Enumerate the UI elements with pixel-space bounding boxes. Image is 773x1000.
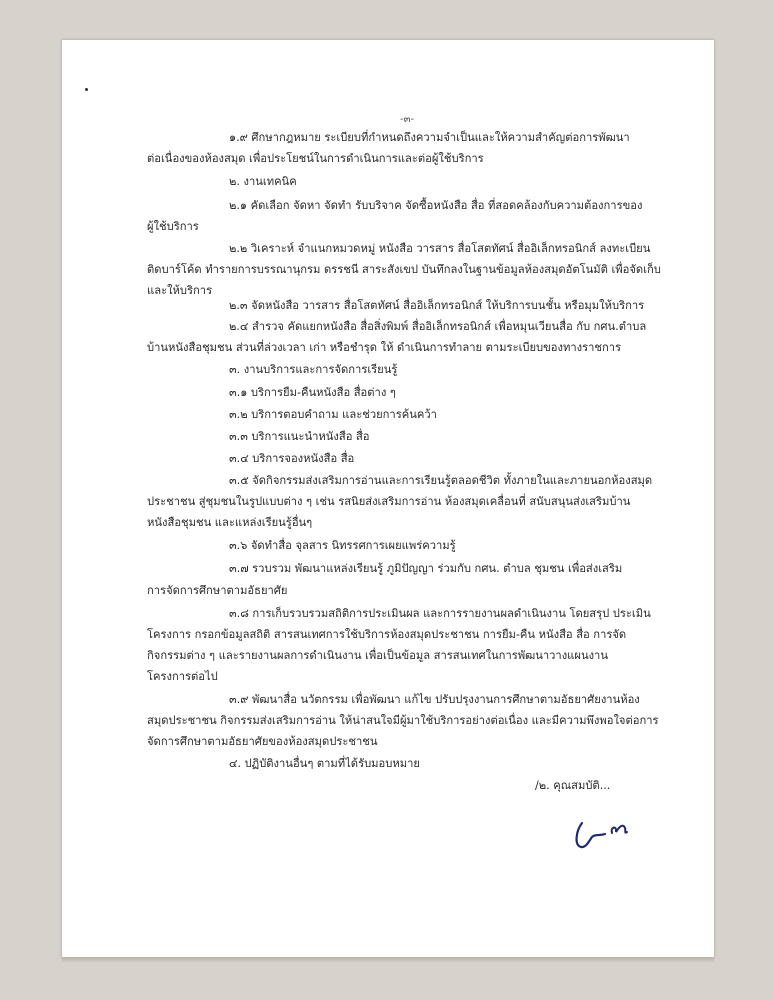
line-3-6: ๓.๖ จัดทำสื่อ จุลสาร นิทรรศการเผยแพร่ความรู้ [229, 539, 456, 552]
line-1-9: ๑.๙ ศึกษากฎหมาย ระเบียบที่กำหนดถึงความจำเป็นและให้ความสำคัญต่อการพัฒนา [229, 131, 630, 144]
section-4-heading: ๔. ปฏิบัติงานอื่นๆ ตามที่ได้รับมอบหมาย [229, 757, 420, 770]
line-1-9-cont: ต่อเนื่องของห้องสมุด เพื่อประโยชน์ในการดำเนินการและต่อผู้ใช้บริการ [147, 152, 484, 165]
signature-stroke-2 [612, 826, 627, 833]
continuation-note: /๒. คุณสมบัติ... [535, 779, 611, 792]
line-3-3: ๓.๓ บริการแนะนำหนังสือ สื่อ [229, 430, 370, 443]
line-3-8-cont-1: โครงการ กรอกข้อมูลสถิติ สารสนเทศการใช้บริการห้องสมุดประชาชน การยืม-คืน หนังสือ สื่อ การจัด [147, 628, 627, 641]
line-2-2: ๒.๒ วิเคราะห์ จำแนกหมวดหมู่ หนังสือ วารสาร สื่อโสตทัศน์ สื่ออิเล็กทรอนิกส์ ลงทะเบียน [229, 242, 651, 255]
line-2-2-cont-1: ติดบาร์โค้ด ทำรายการบรรณานุกรม ดรรชนี สาระสังเขป บันทึกลงในฐานข้อมูลห้องสมุดอัตโนมัติ เพื่อจัดเก็บ [147, 263, 661, 276]
line-3-1: ๓.๑ บริการยืม-คืนหนังสือ สื่อต่าง ๆ [229, 386, 396, 399]
line-3-5-cont-2: หนังสือชุมชน และแหล่งเรียนรู้อื่นๆ [147, 516, 313, 529]
line-3-5-cont-1: ประชาชน สู่ชุมชนในรูปแบบต่าง ๆ เช่น รสนิยส่งเสริมการอ่าน ห้องสมุดเคลื่อนที่ สนับสนุนส่งเสริมบ้าน [147, 495, 631, 508]
section-3-heading: ๓. งานบริการและการจัดการเรียนรู้ [229, 363, 398, 376]
page-number: -๓- [400, 114, 415, 125]
handwritten-signature [572, 815, 632, 853]
line-3-8-cont-3: โครงการต่อไป [147, 670, 218, 683]
signature-stroke-1 [577, 823, 605, 847]
line-3-2: ๓.๒ บริการตอบคำถาม และช่วยการค้นคว้า [229, 408, 437, 421]
line-2-1-cont: ผู้ใช้บริการ [147, 220, 199, 233]
line-3-5: ๓.๕ จัดกิจกรรมส่งเสริมการอ่านและการเรียนรู้ตลอดชีวิต ทั้งภายในและภายนอกห้องสมุด [229, 474, 653, 487]
line-2-4: ๒.๔ สำรวจ คัดแยกหนังสือ สื่อสิ่งพิมพ์ สื่ออิเล็กทรอนิกส์ เพื่อหมุนเวียนสื่อ กับ กศน.ตำบล [229, 320, 647, 333]
line-3-8: ๓.๘ การเก็บรวบรวมสถิติการประเมินผล และการรายงานผลดำเนินงาน โดยสรุป ประเมิน [229, 607, 651, 620]
line-3-8-cont-2: กิจกรรมต่าง ๆ และรายงานผลการดำเนินงาน เพื่อเป็นข้อมูล สารสนเทศในการพัฒนาวางแผนงาน [147, 649, 608, 662]
line-2-3: ๒.๓ จัดหนังสือ วารสาร สื่อโสตทัศน์ สื่ออิเล็กทรอนิกส์ ให้บริการบนชั้น หรือมุมให้บริการ [229, 299, 645, 312]
line-3-4: ๓.๔ บริการจองหนังสือ สื่อ [229, 452, 355, 465]
page-bottom-shadow [62, 957, 714, 963]
scan-speck [85, 88, 88, 91]
section-2-heading: ๒. งานเทคนิค [229, 175, 297, 188]
line-3-9-cont-1: สมุดประชาชน กิจกรรมส่งเสริมการอ่าน ให้น่าสนใจมีผู้มาใช้บริการอย่างต่อเนื่อง และมีความพึงพอใจต่อการ [147, 714, 659, 727]
line-3-9: ๓.๙ พัฒนาสื่อ นวัตกรรม เพื่อพัฒนา แก้ไข ปรับปรุงงานการศึกษาตามอัธยาศัยงานห้อง [229, 693, 640, 706]
line-2-2-cont-2: และให้บริการ [147, 284, 213, 297]
line-2-4-cont: บ้านหนังสือชุมชน ส่วนที่ล่วงเวลา เก่า หรือชำรุด ให้ ดำเนินการทำลาย ตามระเบียบของทางราชการ [147, 341, 622, 354]
line-3-7-cont: การจัดการศึกษาตามอัธยาศัย [147, 584, 288, 597]
line-2-1: ๒.๑ คัดเลือก จัดหา จัดทำ รับบริจาค จัดซื้อหนังสือ สื่อ ที่สอดคล้องกับความต้องการของ [229, 199, 643, 212]
line-3-7: ๓.๗ รวบรวม พัฒนาแหล่งเรียนรู้ ภูมิปัญญา ร่วมกับ กศน. ตำบล ชุมชน เพื่อส่งเสริม [229, 562, 623, 575]
line-3-9-cont-2: จัดการศึกษาตามอัธยาศัยของห้องสมุดประชาชน [147, 735, 378, 748]
